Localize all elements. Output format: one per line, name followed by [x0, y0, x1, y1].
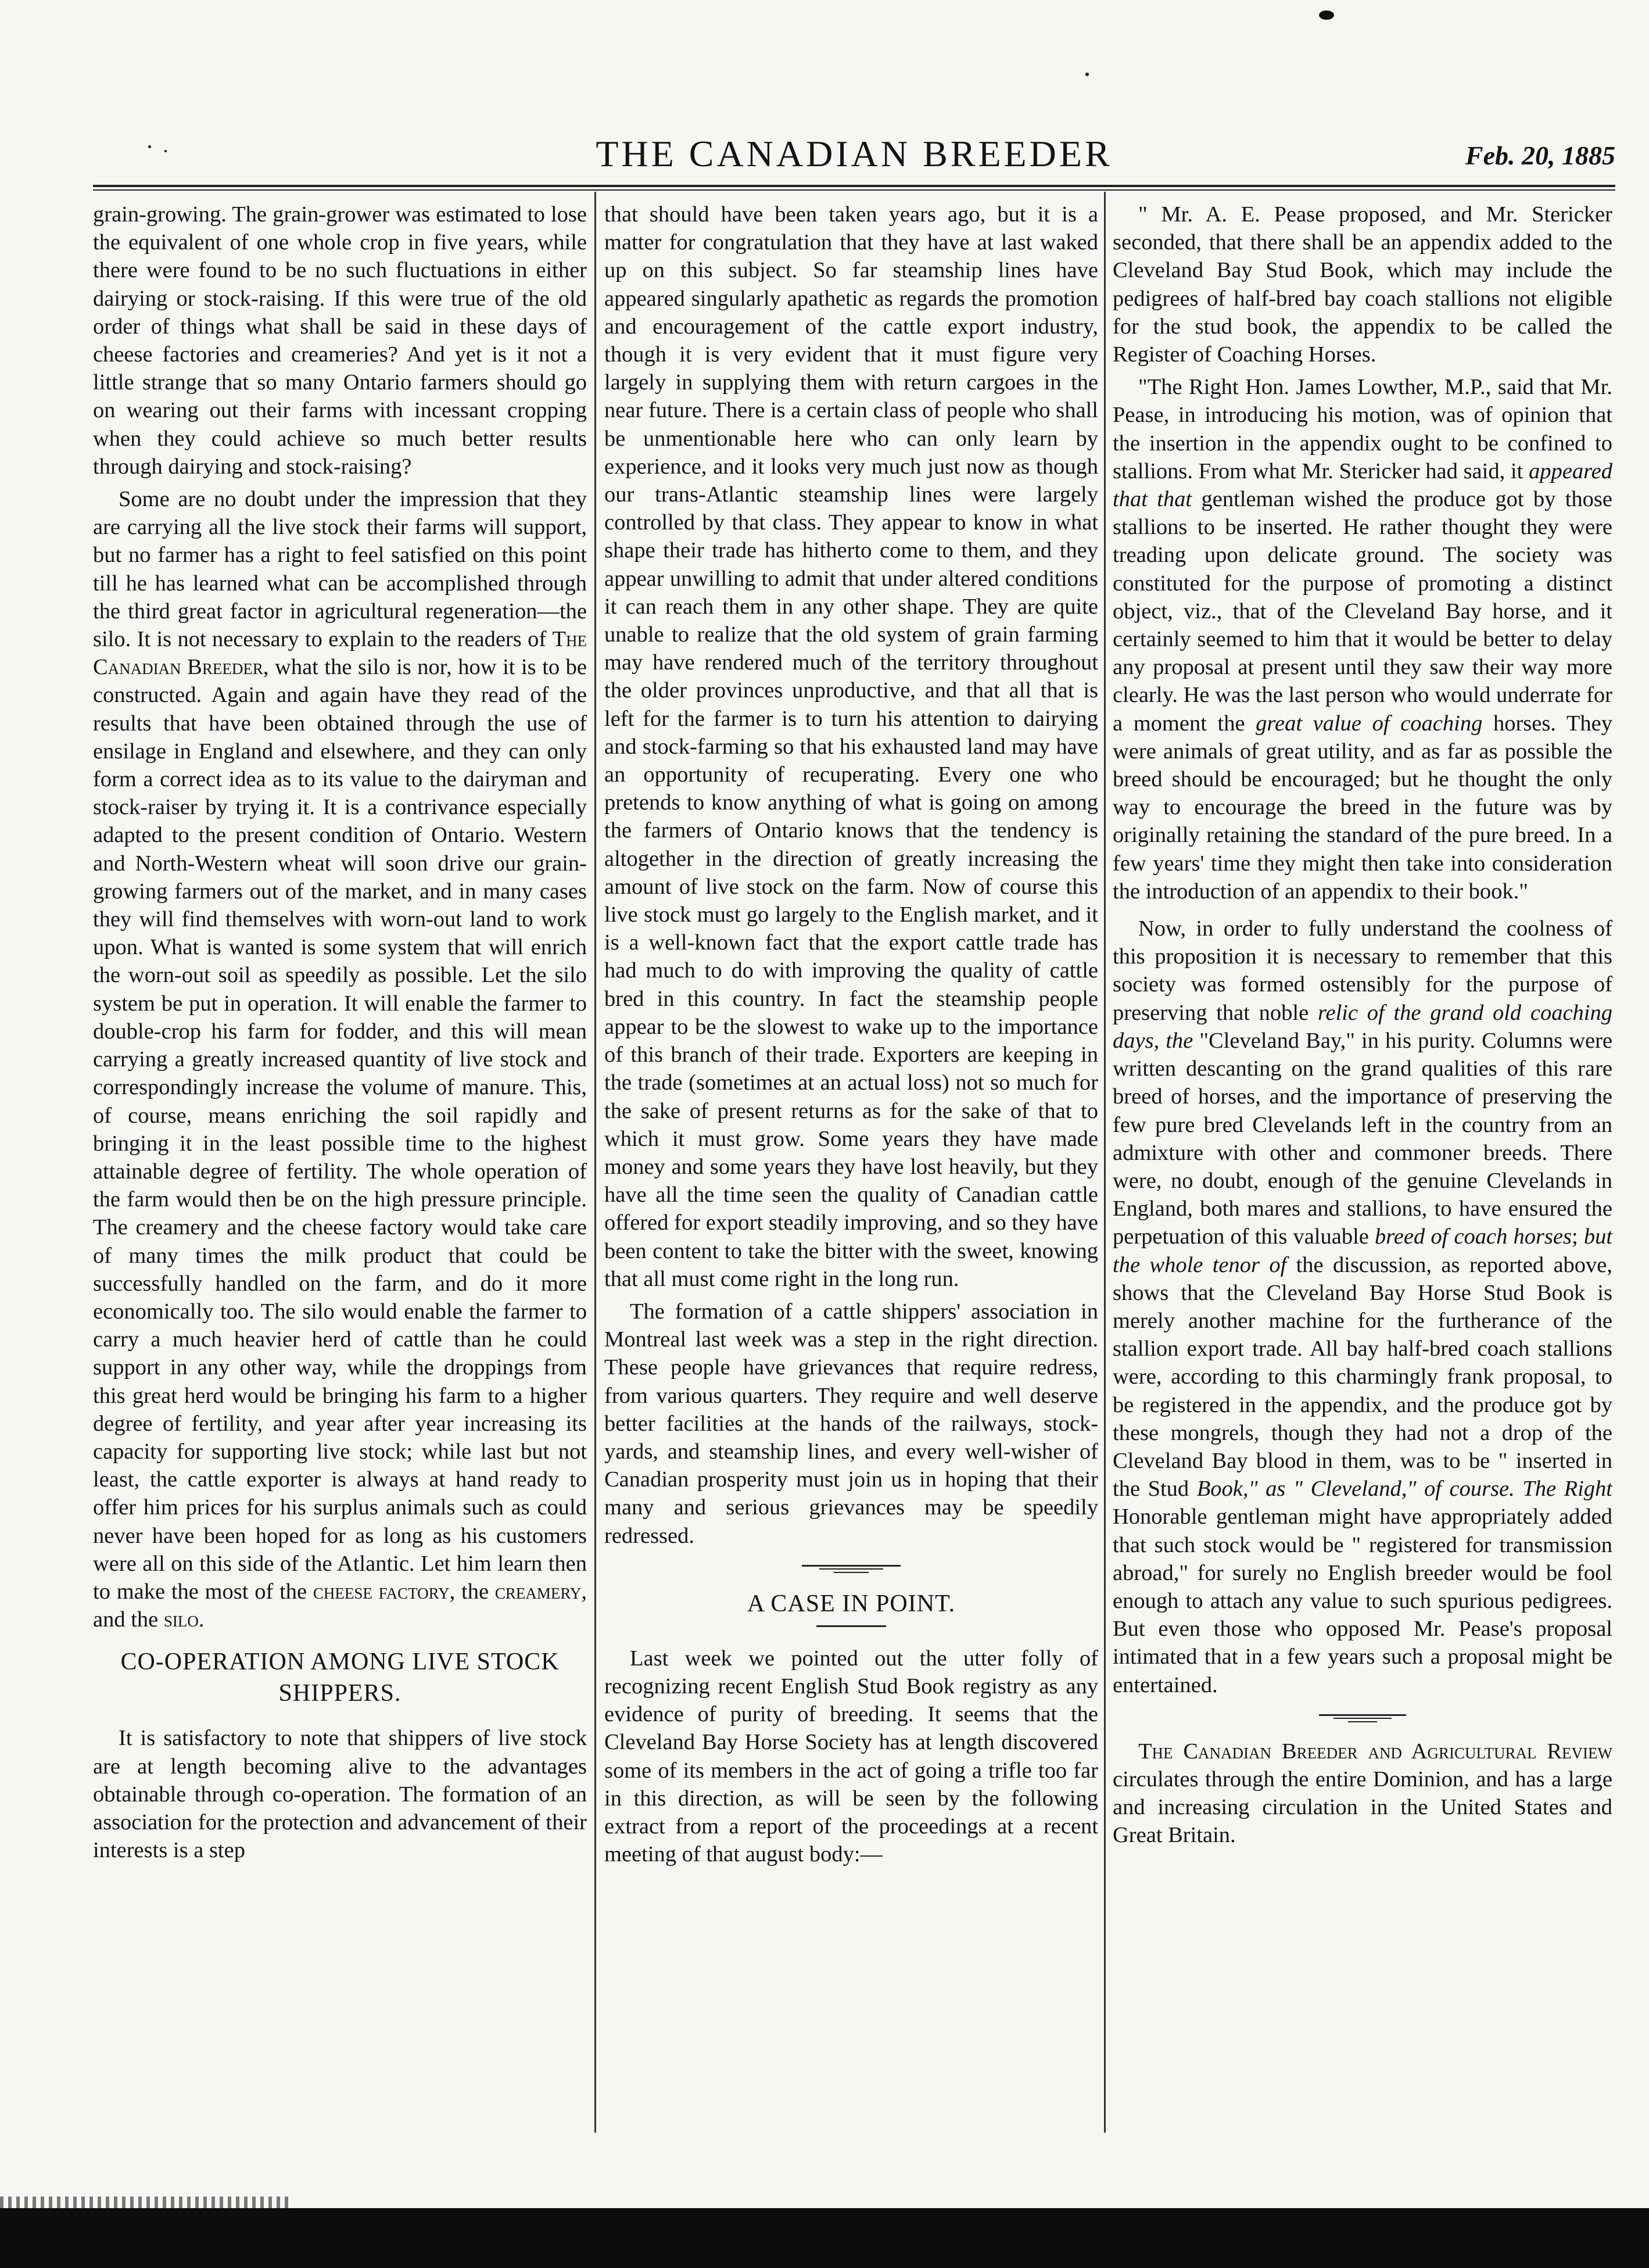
paragraph: that should have been taken years ago, but it is a matter for congratulation that they have at last waked up on this subject. So far steamship lines have appeared singularly apathetic as regards the promotion and encouragement of the cattle export industry, though it is very evident that it must figure very largely in supplying them with return cargoes in the near future. There is a certain class of people who shall be unmentionable here who can only learn by experience, and it looks very much just now as though our trans-Atlantic steamship lines were largely controlled by that class. They appear to know in what shape their trade has hitherto come to them, and they appear unwilling to admit that under altered conditions it can reach them in any other shape. They are quite unable to realize that the old system of grain farming may have rendered much of the territory throughout the older provinces unproductive, and that all that is left for the farmer is to turn his attention to dairying and stock-farming so that his exhausted land may have an opportunity of recuperating. Every one who pretends to know anything of what is going on among the farmers of Ontario knows that the tendency is altogether in the direction of greatly increasing the amount of live stock on the farm. Now of course this live stock must go largely to the English market, and it is a well-known fact that the export cattle trade has had much to do with improving the quality of cattle bred in this country. In fact the steamship people appear to be the slowest to wake up to the importance of this branch of their trade. Exporters are keeping in the trade (sometimes at an actual loss) not so much for the sake of present returns as for the sake of that to which it must grow. Some years they have made money and some years they have lost heavily, but they have all the time seen the quality of Canadian cattle offered for export steadily improving, and so they have been content to take the bitter with the sweet, knowing that all must come right in the long run. [604, 202, 1098, 1291]
quoted-paragraph: " Mr. A. E. Pease proposed, and Mr. Stericker seconded, that there shall be an appendix added to the Cleveland Bay Stud Book, which may include the pedigrees of half-bred bay coach stallions not eligible for the stud book, the appendix to be called the Register of Coaching Horses. [1113, 202, 1612, 367]
scan-speck [148, 145, 151, 148]
scan-bottom-border [0, 2208, 1649, 2268]
text-run: the discussion, as reported above, shows that the Cleveland Bay Horse Stud Book is merely another machine for the furtherance of the stallion export trade. All bay half-bred coach stallions were, according to this charmingly frank proposal, to be registered in the appendix, and the produce got by these mongrels, though they had not a drop of the Cleveland Bay blood in them, was to be " inserted in the Stud [1113, 1252, 1612, 1502]
text-run: horses. They were animals of great utility, and as far as possible the breed should be encouraged; but he thought the only way to encourage the breed in the future was by originally retaining the standard of the pure breed. In a few years' time they might then take into consideration the introduction of an appendix to their book." [1113, 711, 1612, 904]
text-run: . [198, 1607, 205, 1632]
emphasis-silo: silo [163, 1607, 199, 1632]
header-rule [93, 185, 1615, 187]
page-header [93, 131, 1615, 183]
text-run: circulates through the entire Dominion, and has a large and increasing circulation in the United States and Great Britain. [1113, 1767, 1612, 1848]
italic-run: but the whole tenor of [1113, 1224, 1612, 1277]
column-3 [1113, 200, 1612, 2124]
section-heading-case-in-point: A CASE IN POINT. [747, 1590, 956, 1617]
italic-run: appeared that that [1113, 458, 1612, 512]
section-separator-ornament [1319, 1712, 1406, 1725]
header-rule-thin [93, 189, 1615, 191]
text-run: Honorable gentleman might have appropriately added that such stock would be " registered for transmission abroad," for surely no English breeder would be fool enough to attach any value to such spurious pedigrees. But even those who opposed Mr. Pease's proposal intimated that in a few years such a proposal might be entertained. [1113, 1504, 1612, 1697]
quoted-paragraph [1113, 373, 1612, 905]
italic-run: great value of coaching [1256, 711, 1483, 736]
paragraph: The formation of a cattle shippers' association in Montreal last week was a step in the right direction. These people have grievances that require redress, from various quarters. They require and well deserve better facilities at the hands of the railways, stock-yards, and steamship lines, and every well-wisher of Canadian prosperity must join us in hoping that their many and serious grievances may be speedily redressed. [604, 1299, 1098, 1548]
scan-speck [164, 150, 167, 152]
text-run: , and the [93, 1579, 587, 1632]
text-run: Some are no doubt under the impression that they are carrying all the live stock their farms will support, but no farmer has a right to feel satisfied on this point till he has learned what can be accomplished through the third great factor in agricultural regeneration—the silo. It is not necessary to explain to the readers of [93, 487, 587, 652]
publication-name: The Canadian Breeder [93, 627, 587, 680]
paragraph [93, 485, 587, 1633]
column-1 [93, 200, 587, 2124]
text-run: "The Right Hon. James Lowther, M.P., said that Mr. Pease, in introducing his motion, was of opinion that the insertion in the appendix ought to be confined to stallions. From what Mr. Stericker had said, it [1113, 375, 1612, 483]
paragraph: Last week we pointed out the utter folly of recognizing recent English Stud Book registry as any evidence of purity of breeding. It seems that the Cleveland Bay Horse Society has at length discovered some of its members in the act of going a trifle too far in this direction, as will be seen by the following extract from a report of the proceedings at a recent meeting of that august body:— [604, 1646, 1098, 1867]
scan-speck [1319, 10, 1334, 20]
paragraph [1113, 915, 1612, 1699]
text-run: "Cleveland Bay," in his purity. Columns were written descanting on the grand qualities of this rare breed of horses, and the importance of preserving the few pure bred Clevelands left in the country from an admixture with other and commoner breeds. There were, no doubt, enough of the genuine Clevelands in England, both mares and stallions, to have ensured the perpetuation of this valuable [1113, 1028, 1612, 1249]
publication-name: The Canadian Breeder and Agricultural Review [1138, 1739, 1612, 1764]
heading-underline [816, 1625, 886, 1627]
text-run: , what the silo is nor, how it is to be constructed. Again and again have they read of the results that have been obtained through the use of ensilage in England and elsewhere, and they can only form a correct idea as to its value to the dairyman and stock-raiser by trying it. It is a contrivance especially adapted to the present condition of Ontario. Western and North-Western wheat will soon drive our grain-growing farmers out of the market, and in many cases they will find themselves with worn-out land to work upon. What is wanted is some system that will enrich the worn-out soil as speedily as possible. Let the silo system be put in operation. It will enable the farmer to double-crop his farm for fodder, and this will mean carrying a greatly increased quantity of live stock and correspondingly increase the volume of manure. This, of course, means enriching the soil rapidly and bringing it in the least possible time to the highest attainable degree of fertility. The whole operation of the farm would then be on the high pressure principle. The creamery and the cheese factory would take care of many times the milk product that could be successfully handled on the farm, and do it more economically too. The silo would enable the farmer to carry a much heavier herd of cattle than he could support in any other way, while the droppings from this great herd would be bringing his farm to a higher degree of fertility, and year after year increasing its capacity for supporting live stock; while last but not least, the cattle exporter is always at hand ready to offer him prices for his surplus animals such as could never have been hoped for as long as his customers were all on this side of the Atlantic. Let him learn then to make the most of the [93, 655, 587, 1604]
column-divider [594, 192, 596, 2133]
text-run: gentleman wished the produce got by those stallions to be inserted. He rather thought they were treading upon delicate ground. The society was constituted for the purpose of promoting a distinct object, viz., that of the Cleveland Bay horse, and it certainly seemed to him that it would be better to delay any proposal at present until they saw their way more clearly. He was the last person who would underrate for a moment the [1113, 487, 1612, 736]
text-run: , the [449, 1579, 495, 1604]
emphasis-cheese-factory: cheese factory [313, 1579, 450, 1604]
paragraph: grain-growing. The grain-grower was estimated to lose the equivalent of one whole crop in five years, while there were found to be no such fluctuations in either dairying or stock-raising. If this were true of the old order of things what shall be said in these days of cheese factories and creameries? And yet is it not a little strange that so many Ontario farmers should go on wearing out their farms with incessant cropping when they could achieve so much better results through dairying and stock-raising? [93, 202, 587, 479]
italic-run: breed of coach horses [1375, 1224, 1572, 1249]
section-heading-co-operation: CO-OPERATION AMONG LIVE STOCK SHIPPERS. [120, 1649, 560, 1707]
scan-speck [1085, 73, 1089, 76]
column-2 [604, 200, 1098, 2124]
paragraph: It is satisfactory to note that shippers of live stock are at length becoming alive to the advantages obtainable through co-operation. The formation of an association for the protection and advancement of their interests is a step [93, 1726, 587, 1863]
section-separator-ornament [802, 1563, 901, 1575]
italic-run: Book," as " Cleveland," of course. The Right [1196, 1477, 1612, 1502]
text-run: ; [1572, 1224, 1584, 1249]
column-divider [1104, 192, 1106, 2133]
issue-date: Feb. 20, 1885 [1465, 141, 1615, 170]
emphasis-creamery: creamery [494, 1579, 582, 1604]
circulation-notice [1113, 1737, 1612, 1850]
masthead-title: THE CANADIAN BREEDER [596, 133, 1113, 174]
italic-run: relic of the grand old coaching days, the [1113, 1000, 1612, 1053]
text-run: Now, in order to fully understand the coolness of this proposition it is necessary to remember that this society was formed ostensibly for the purpose of preserving that noble [1113, 916, 1612, 1025]
